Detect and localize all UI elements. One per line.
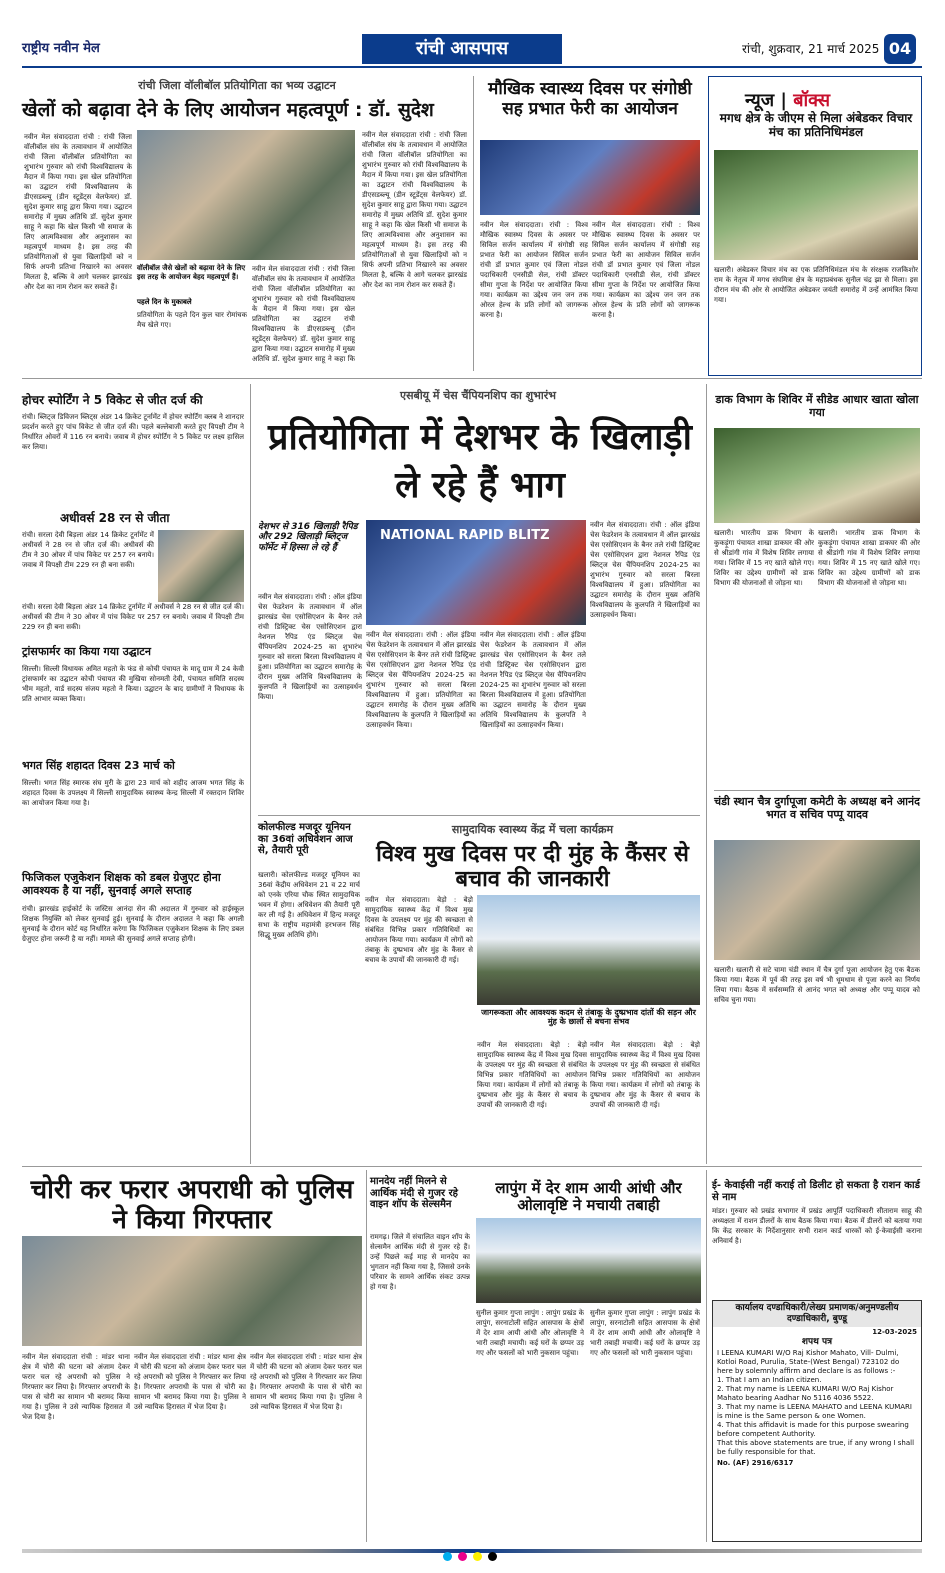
a12-body-2: खलारी। भारतीय डाक विभाग के कुकड़ूंगा पंचायत शाखा डाकघर की ओर से श्रीडांगी गांव में विशेष शिविर लगाया गया। शिविर में 15 नए खाते खोले गए। शिविर का उद्देश्य ग्रामीणों को डाक विभाग की योजनाओं से जोड़ना था।	[818, 529, 920, 587]
a1-caption: वॉलीबॉल जैसे खेलों को बढ़ावा देने के लिए इस तरह के आयोजन बेहद महत्वपूर्ण हैं।	[137, 264, 246, 281]
divider	[258, 815, 700, 816]
a11-body-3: नवीन मेल संवाददाता। बेड़ो : बेड़ो सामुदायिक स्वास्थ्य केंद्र में विश्व मुख दिवस के उपलक्ष्य पर मुंह की स्वच्छता से संबंधित विभिन्न प्रकार गतिविधियों का आयोजन किया गया। कार्यक्रम में लोगों को तंबाकू के दुष्प्रभाव और मुंह के कैंसर से बचाव के उपायों की जानकारी दी गई।	[590, 1041, 700, 1109]
notice-heading: शपथ पत्र	[801, 1337, 833, 1347]
news-box-brand: न्यूज | बॉक्स	[745, 90, 831, 111]
a16-body-2: सुनील कुमार गुप्ता लापुंग : लापुंग प्रखंड के लापुंग, सरनाटोली सहित आसपास के क्षेत्रों में देर शाम आयी आंधी और ओलावृष्टि ने भारी तबाही मचायी। कई घरों के छप्पर उड़ गए और फसलों को भारी नुकसान पहुंचा।	[590, 1309, 700, 1357]
registration-marks	[440, 1546, 500, 1565]
a7-body: सिल्ली। भगत सिंह स्मारक संघ मुरी के द्वारा 23 मार्च को शहीद आजम भगत सिंह के शहादत दिवस के उपलक्ष्य में सिल्ली सामुदायिक स्वास्थ्य केन्द्र सिल्ली में रक्तदान शिविर का आयोजन किया गया है।	[22, 779, 244, 807]
page-header	[22, 34, 922, 64]
header-rule	[22, 66, 922, 68]
a11-photo	[477, 895, 700, 1005]
a6-body: सिल्ली। सिल्ली विधायक अमित महतो के फंड से कोची पंचायत के मादू ग्राम में 24 केवी ट्रांसफार्मर का उद्घाटन कोची पंचायत की मुखिया सोनमती देवी, पंचायत समिति सदस्य भीम महतो, वार्ड सदस्य संजय महतो ने किया। उद्घाटन के बाद ग्रामीणों ने विधायक के प्रति आभार व्यक्त किया।	[22, 665, 244, 703]
a8-body: रांची। झारखंड हाईकोर्ट के जस्टिस आनंदा सेन की अदालत में गुरुवार को हाईस्कूल शिक्षक नियुक्ति को लेकर सुनवाई हुई। सुनवाई के दौरान अदालत ने कहा कि अगली सुनवाई के दौरान कोर्ट यह निर्धारित करेगा कि फिजिकल एजुकेशन शिक्षक के लिए डबल ग्रेजुएट होना जरूरी है या नहीं। मामले की सुनवाई अगले सप्ताह होगी।	[22, 905, 244, 943]
a14-body-3: नवीन मेल संवाददाता रांची : मांडर थाना क्षेत्र में चोरी की घटना को अंजाम देकर फरार चल रहे अपराधी को पुलिस ने गिरफ्तार कर लिया है। गिरफ्तार अपराधी के पास से चोरी का सामान भी बरामद किया गया है। पुलिस ने उसे न्यायिक हिरासत में भेज दिया है।	[250, 1353, 362, 1411]
divider	[473, 76, 474, 371]
a7-title: भगत सिंह शहादत दिवस 23 मार्च को	[22, 759, 175, 772]
section-title: रांची आसपास	[362, 34, 562, 64]
a4-body: रांची। ब्लिट्ज डिविजन ब्लिट्स अंडर 14 क्रिकेट टूर्नामेंट में होचर स्पोर्टिंग क्लब ने शानदार प्रदर्शन करते हुए पांच विकेट से जीत दर्ज की। पहले बल्लेबाजी करते हुए विपक्षी टीम ने निर्धारित ओवरों में 116 रन बनाये। जवाब में होचर स्पोर्टिंग ने 5 विकेट पर लक्ष्य हासिल कर लिया।	[22, 413, 244, 451]
page-number: 04	[884, 34, 916, 64]
a3-photo	[714, 150, 918, 260]
a5-body: रांची। सरला देवी बिड़ला अंडर 14 क्रिकेट टूर्नामेंट में अधीवर्स ने 28 रन से जीत दर्ज की। अधीवर्स की टीम ने 30 ओवर में पांच विकेट पर 257 रन बनाये। जवाब में विपक्षी टीम 229 रन ही बना सकी।	[22, 531, 154, 569]
notice-line: That this above statements are true, if any wrong I shall be fully responsible for that.	[717, 1439, 915, 1456]
a4-title: होचर स्पोर्टिंग ने 5 विकेट से जीत दर्ज की	[22, 393, 203, 407]
notice-line: 3. That my name is LEENA MAHATO and LEENA KUMARI is mine is the Same person & one Women.	[717, 1403, 912, 1420]
a1-subhead: पहले दिन के मुकाबले	[137, 298, 192, 306]
a5-photo	[158, 530, 244, 602]
notice-office: कार्यालय दण्डाधिकारी/लेख्य प्रमाणक/अनुमण्डलीय दण्डाधिकारी, बुण्डू	[713, 1301, 921, 1327]
a15-body: रामगढ़। जिले में संचालित वाइन शॉप के सेल्समैन आर्थिक मंदी से गुजर रहे हैं। उन्हें पिछले कई माह से मानदेय का भुगतान नहीं किया गया है, जिससे उनके परिवार के सामने आर्थिक संकट उत्पन्न हो गया है।	[370, 1233, 470, 1291]
a1-body-2: नवीन मेल संवाददाता रांची : रांची जिला वॉलीबॉल संघ के तत्वावधान में आयोजित रांची जिला वॉलीबॉल प्रतियोगिता का शुभारंभ गुरुवार को रांची विश्वविद्यालय के मैदान में किया गया। इस खेल प्रतियोगिता का उद्घाटन रांची विश्वविद्यालय के डीएसडब्ल्यू (डीन स्टूडेंट्स वेलफेयर) डॉ. सुदेश कुमार साहू द्वारा किया गया। उद्घाटन समारोह में मुख्य अतिथि डॉ. सुदेश कुमार साहू ने कहा कि	[252, 265, 355, 363]
notice-number: No. (AF) 2916/6317	[717, 1459, 794, 1467]
a14-photo	[22, 1236, 362, 1346]
notice-date: 12-03-2025	[872, 1328, 917, 1336]
divider	[250, 384, 251, 1164]
a6-title: ट्रांसफार्मर का किया गया उद्घाटन	[22, 645, 151, 658]
divider	[714, 790, 920, 791]
a17-body: मांडर। गुरुवार को प्रखंड सभागार में प्रखंड आपूर्ति पदाधिकारी सीताराम साहू की अध्यक्षता में राशन डीलरों के साथ बैठक किया गया। बैठक में डीलरों को बताया गया कि केंद्र सरकार के निर्देशानुसार सभी राशन कार्ड धारकों को ई-केवाईसी कराना अनिवार्य है।	[712, 1207, 922, 1245]
issue-date: रांची, शुक्रवार, 21 मार्च 2025	[742, 42, 880, 56]
a10-title: कोलफील्ड मजदूर यूनियन का 36वां अधिवेशन आज से, तैयारी पूरी	[258, 822, 353, 856]
a3-body: खलारी। अंबेडकर विचार मंच का एक प्रतिनिधिमंडल मंच के संरक्षक राजकिशोर राम के नेतृत्व में मगध संघमित्रा क्षेत्र के महाप्रबंधक सुनील चंद्र झा से मिला। इस दौरान मंच की ओर से आयोजित अंबेडकर जयंती समारोह में उन्हें आमंत्रित किया गया।	[714, 266, 918, 304]
brand-box: बॉक्स	[793, 90, 831, 111]
a12-title: डाक विभाग के शिविर में सीडेड आधार खाता खोला गया	[715, 393, 919, 419]
divider	[22, 1166, 922, 1167]
a13-body: खलारी। खलारी से सटे चामा चंडी स्थान में चैत्र दुर्गा पूजा आयोजन हेतु एक बैठक किया गया। बैठक में पूर्व की तरह इस वर्ष भी धूमधाम से पूजा करने का निर्णय लिया गया। बैठक में सर्वसम्मति से आनंद भगत को अध्यक्ष और पप्पू यादव को सचिव चुना गया।	[714, 966, 920, 1004]
a8-title: फिजिकल एजुकेशन शिक्षक को डबल ग्रेजुएट होना आवश्यक है या नहीं, सुनवाई अगले सप्ताह	[22, 871, 221, 897]
a1-title: खेलों को बढ़ावा देने के लिए आयोजन महत्वपूर्ण : डॉ. सुदेश	[22, 99, 434, 121]
a10-body: खलारी। कोलफील्ड मजदूर यूनियन का 36वां केंद्रीय अधिवेशन 21 व 22 मार्च को एनके एरिया चौक स्थित सामुदायिक भवन में होगा। अधिवेशन की तैयारी पूरी कर ली गई है। अधिवेशन में हिन्द मजदूर सभा के राष्ट्रीय महामंत्री हरभजन सिंह सिद्धू मुख्य अतिथि होंगे।	[258, 871, 360, 939]
divider	[22, 378, 922, 379]
a1-kicker: रांची जिला वॉलीबॉल प्रतियोगिता का भव्य उद्घाटन	[138, 79, 336, 92]
a9-kicker: एसबीयू में चेस चैंपियनशिप का शुभारंभ	[400, 389, 556, 402]
a1-body: नवीन मेल संवाददाता रांची : रांची जिला वॉलीबॉल संघ के तत्वावधान में आयोजित रांची जिला वॉलीबॉल प्रतियोगिता का शुभारंभ गुरुवार को रांची विश्वविद्यालय के मैदान में किया गया। इस खेल प्रतियोगिता का उद्घाटन रांची विश्वविद्यालय के डीएसडब्ल्यू (डीन स्टूडेंट्स वेलफेयर) डॉ. सुदेश कुमार साहू द्वारा किया गया। उद्घाटन समारोह में मुख्य अतिथि डॉ. सुदेश कुमार साहू ने कहा कि खेल किसी भी समाज के लिए आत्मविश्वास और अनुशासन का महत्वपूर्ण माध्यम है। इस तरह की प्रतियोगिताओं से युवा खिलाड़ियों को न सिर्फ अपनी प्रतिभा निखारने का अवसर मिलता है, बल्कि वे आगे चलकर झारखंड और देश का नाम रोशन कर सकते हैं।	[24, 133, 132, 291]
a13-photo	[714, 840, 920, 960]
a11-title: विश्व मुख दिवस पर दी मुंह के कैंसर से बचाव की जानकारी	[376, 842, 689, 893]
a11-caption: जागरूकता और आवश्यक कदम से तंबाकू के दुष्प्रभाव दांतों की सड़न और मुंह के छालों से बचना संभव	[481, 1008, 696, 1026]
masthead: राष्ट्रीय नवीन मेल	[22, 41, 100, 56]
divider	[706, 384, 707, 1164]
a12-body: खलारी। भारतीय डाक विभाग के कुकड़ूंगा पंचायत शाखा डाकघर की ओर से श्रीडांगी गांव में विशेष शिविर लगाया गया। शिविर में 15 नए खाते खोले गए। शिविर का उद्देश्य ग्रामीणों को डाक विभाग की योजनाओं से जोड़ना था।	[714, 529, 814, 587]
notice-line: I LEENA KUMARI W/O Raj Kishor Mahato, Vill- Dulmi, Kotloi Road, Purulia, State-(West Bengal) 723102 do here by solemnly affirm and declare is as follows :-	[717, 1349, 900, 1375]
notice-lines	[713, 1347, 921, 1470]
a15-title: मानदेय नहीं मिलने से आर्थिक मंदी से गुजर रहे वाइन शॉप के सेल्समैन	[370, 1176, 458, 1210]
notice-line: 2. That my name is LEENA KUMARI W/O Raj Kishor Mahato bearing Aadhar No 5116 4036 5522.	[717, 1385, 894, 1402]
a11-body-2: नवीन मेल संवाददाता। बेड़ो : बेड़ो सामुदायिक स्वास्थ्य केंद्र में विश्व मुख दिवस के उपलक्ष्य पर मुंह की स्वच्छता से संबंधित विभिन्न प्रकार गतिविधियों का आयोजन किया गया। कार्यक्रम में लोगों को तंबाकू के दुष्प्रभाव और मुंह के कैंसर से बचाव के उपायों की जानकारी दी गई।	[477, 1041, 587, 1109]
a9-body-4: नवीन मेल संवाददाता। रांची : ऑल इंडिया चेस फेडरेशन के तत्वावधान में ऑल झारखंड चेस एसोसिएशन के बैनर तले रांची डिस्ट्रिक्ट चेस एसोसिएशन द्वारा नेशनल रैपिड एंड ब्लिट्ज चेस चैंपियनशिप 2024-25 का शुभारंभ गुरुवार को सरला बिरला विश्वविद्यालय में हुआ। प्रतियोगिता का उद्घाटन समारोह के दौरान मुख्य अतिथि विश्वविद्यालय के कुलपति ने खिलाड़ियों का उत्साहवर्धन किया।	[590, 521, 700, 619]
a1-photo	[137, 130, 355, 260]
a16-body: सुनील कुमार गुप्ता लापुंग : लापुंग प्रखंड के लापुंग, सरनाटोली सहित आसपास के क्षेत्रों में देर शाम आयी आंधी और ओलावृष्टि ने भारी तबाही मचायी। कई घरों के छप्पर उड़ गए और फसलों को भारी नुकसान पहुंचा।	[476, 1309, 584, 1357]
a1-body-3: नवीन मेल संवाददाता रांची : रांची जिला वॉलीबॉल संघ के तत्वावधान में आयोजित रांची जिला वॉलीबॉल प्रतियोगिता का शुभारंभ गुरुवार को रांची विश्वविद्यालय के मैदान में किया गया। इस खेल प्रतियोगिता का उद्घाटन रांची विश्वविद्यालय के डीएसडब्ल्यू (डीन स्टूडेंट्स वेलफेयर) डॉ. सुदेश कुमार साहू द्वारा किया गया। उद्घाटन समारोह में मुख्य अतिथि डॉ. सुदेश कुमार साहू ने कहा कि खेल किसी भी समाज के लिए आत्मविश्वास और अनुशासन का महत्वपूर्ण माध्यम है। इस तरह की प्रतियोगिताओं से युवा खिलाड़ियों को न सिर्फ अपनी प्रतिभा निखारने का अवसर मिलता है, बल्कि वे आगे चलकर झारखंड और देश का नाम रोशन कर सकते हैं।	[362, 131, 467, 289]
notice-line: 1. That I am an Indian citizen.	[717, 1376, 822, 1384]
a5-title: अधीवर्स 28 रन से जीता	[60, 511, 170, 525]
a9-body-2: नवीन मेल संवाददाता। रांची : ऑल इंडिया चेस फेडरेशन के तत्वावधान में ऑल झारखंड चेस एसोसिएशन के बैनर तले रांची डिस्ट्रिक्ट चेस एसोसिएशन द्वारा नेशनल रैपिड एंड ब्लिट्ज चेस चैंपियनशिप 2024-25 का शुभारंभ गुरुवार को सरला बिरला विश्वविद्यालय में हुआ। प्रतियोगिता का उद्घाटन समारोह के दौरान मुख्य अतिथि विश्वविद्यालय के कुलपति ने खिलाड़ियों का उत्साहवर्धन किया।	[366, 631, 476, 729]
notice-line: 4. That this affidavit is made for this purpose swearing before competent Authority.	[717, 1421, 909, 1438]
a1-sub-body: प्रतियोगिता के पहले दिन कुल चार रोमांचक मैच खेले गए।	[137, 311, 247, 329]
divider	[366, 1170, 367, 1542]
a9-callout: देशभर से 316 खिलाड़ी रैपिड और 292 खिलाड़ी ब्लिट्ज फॉर्मेट में हिस्सा ले रहे हैं	[258, 522, 358, 553]
a17-title: ई- केवाईसी नहीं कराई तो डिलीट हो सकता है राशन कार्ड से नाम	[712, 1180, 920, 1203]
a3-title: मगध क्षेत्र के जीएम से मिला अंबेडकर विचार मंच का प्रतिनिधिमंडल	[719, 111, 913, 139]
a2-body: नवीन मेल संवाददाता। रांची : विश्व मौखिक स्वास्थ्य दिवस के अवसर पर सिविल सर्जन कार्यालय में संगोष्ठी सह प्रभात फेरी का आयोजन सिविल सर्जन रांची डॉ प्रभात कुमार एवं जिला नोडल पदाधिकारी एनसीडी सेल, रांची डॉक्टर सीमा गुप्ता के निर्देश पर आयोजित किया गया। कार्यक्रम का उद्देश्य जन जन तक ओरल हेल्थ के प्रति लोगों को जागरूक करना है।	[480, 221, 588, 319]
a5-body-2: रांची। सरला देवी बिड़ला अंडर 14 क्रिकेट टूर्नामेंट में अधीवर्स ने 28 रन से जीत दर्ज की। अधीवर्स की टीम ने 30 ओवर में पांच विकेट पर 257 रन बनाये। जवाब में विपक्षी टीम 229 रन ही बना सकी।	[22, 603, 244, 631]
a13-title: चंडी स्थान चैत्र दुर्गापूजा कमेटी के अध्यक्ष बने आनंद भगत व सचिव पप्पू यादव	[714, 795, 920, 821]
a11-body: नवीन मेल संवाददाता। बेड़ो : बेड़ो सामुदायिक स्वास्थ्य केंद्र में विश्व मुख दिवस के उपलक्ष्य पर मुंह की स्वच्छता से संबंधित विभिन्न प्रकार गतिविधियों का आयोजन किया गया। कार्यक्रम में लोगों को तंबाकू के दुष्प्रभाव और मुंह के कैंसर से बचाव के उपायों की जानकारी दी गई।	[365, 896, 473, 964]
a14-body-2: नवीन मेल संवाददाता रांची : मांडर थाना क्षेत्र में चोरी की घटना को अंजाम देकर फरार चल रहे अपराधी को पुलिस ने गिरफ्तार कर लिया है। गिरफ्तार अपराधी के पास से चोरी का सामान भी बरामद किया गया है। पुलिस ने उसे न्यायिक हिरासत में भेज दिया है।	[134, 1353, 246, 1411]
a9-title: प्रतियोगिता में देशभर के खिलाड़ी ले रहे हैं भाग	[268, 417, 692, 506]
a2-photo	[480, 140, 700, 215]
a11-kicker: सामुदायिक स्वास्थ्य केंद्र में चला कार्यक्रम	[451, 823, 614, 836]
brand-news: न्यूज	[745, 90, 775, 111]
affidavit-notice	[712, 1300, 922, 1542]
a14-body: नवीन मेल संवाददाता रांची : मांडर थाना क्षेत्र में चोरी की घटना को अंजाम देकर फरार चल रहे अपराधी को पुलिस ने गिरफ्तार कर लिया है। गिरफ्तार अपराधी के पास से चोरी का सामान भी बरामद किया गया है। पुलिस ने उसे न्यायिक हिरासत में भेज दिया है।	[22, 1353, 130, 1421]
a9-body-3: नवीन मेल संवाददाता। रांची : ऑल इंडिया चेस फेडरेशन के तत्वावधान में ऑल झारखंड चेस एसोसिएशन के बैनर तले रांची डिस्ट्रिक्ट चेस एसोसिएशन द्वारा नेशनल रैपिड एंड ब्लिट्ज चेस चैंपियनशिप 2024-25 का शुभारंभ गुरुवार को सरला बिरला विश्वविद्यालय में हुआ। प्रतियोगिता का उद्घाटन समारोह के दौरान मुख्य अतिथि विश्वविद्यालय के कुलपति ने खिलाड़ियों का उत्साहवर्धन किया।	[480, 631, 586, 729]
divider	[706, 1170, 707, 1542]
a2-title: मौखिक स्वास्थ्य दिवस पर संगोष्ठी सह प्रभात फेरी का आयोजन	[488, 79, 692, 119]
a2-body-2: नवीन मेल संवाददाता। रांची : विश्व मौखिक स्वास्थ्य दिवस के अवसर पर सिविल सर्जन कार्यालय में संगोष्ठी सह प्रभात फेरी का आयोजन सिविल सर्जन रांची डॉ प्रभात कुमार एवं जिला नोडल पदाधिकारी एनसीडी सेल, रांची डॉक्टर सीमा गुप्ता के निर्देश पर आयोजित किया गया। कार्यक्रम का उद्देश्य जन जन तक ओरल हेल्थ के प्रति लोगों को जागरूक करना है।	[592, 221, 700, 319]
a14-title: चोरी कर फरार अपराधी को पुलिस ने किया गिरफ्तार	[30, 1175, 354, 1235]
a9-banner: NATIONAL RAPID BLITZ	[380, 528, 550, 543]
a9-body: नवीन मेल संवाददाता। रांची : ऑल इंडिया चेस फेडरेशन के तत्वावधान में ऑल झारखंड चेस एसोसिएशन के बैनर तले रांची डिस्ट्रिक्ट चेस एसोसिएशन द्वारा नेशनल रैपिड एंड ब्लिट्ज चेस चैंपियनशिप 2024-25 का शुभारंभ गुरुवार को सरला बिरला विश्वविद्यालय में हुआ। प्रतियोगिता का उद्घाटन समारोह के दौरान मुख्य अतिथि विश्वविद्यालय के कुलपति ने खिलाड़ियों का उत्साहवर्धन किया।	[258, 593, 362, 701]
a16-photo	[476, 1218, 701, 1303]
a12-photo	[714, 428, 920, 523]
a16-title: लापुंग में देर शाम आयी आंधी और ओलावृष्टि ने मचायी तबाही	[495, 1179, 682, 1215]
